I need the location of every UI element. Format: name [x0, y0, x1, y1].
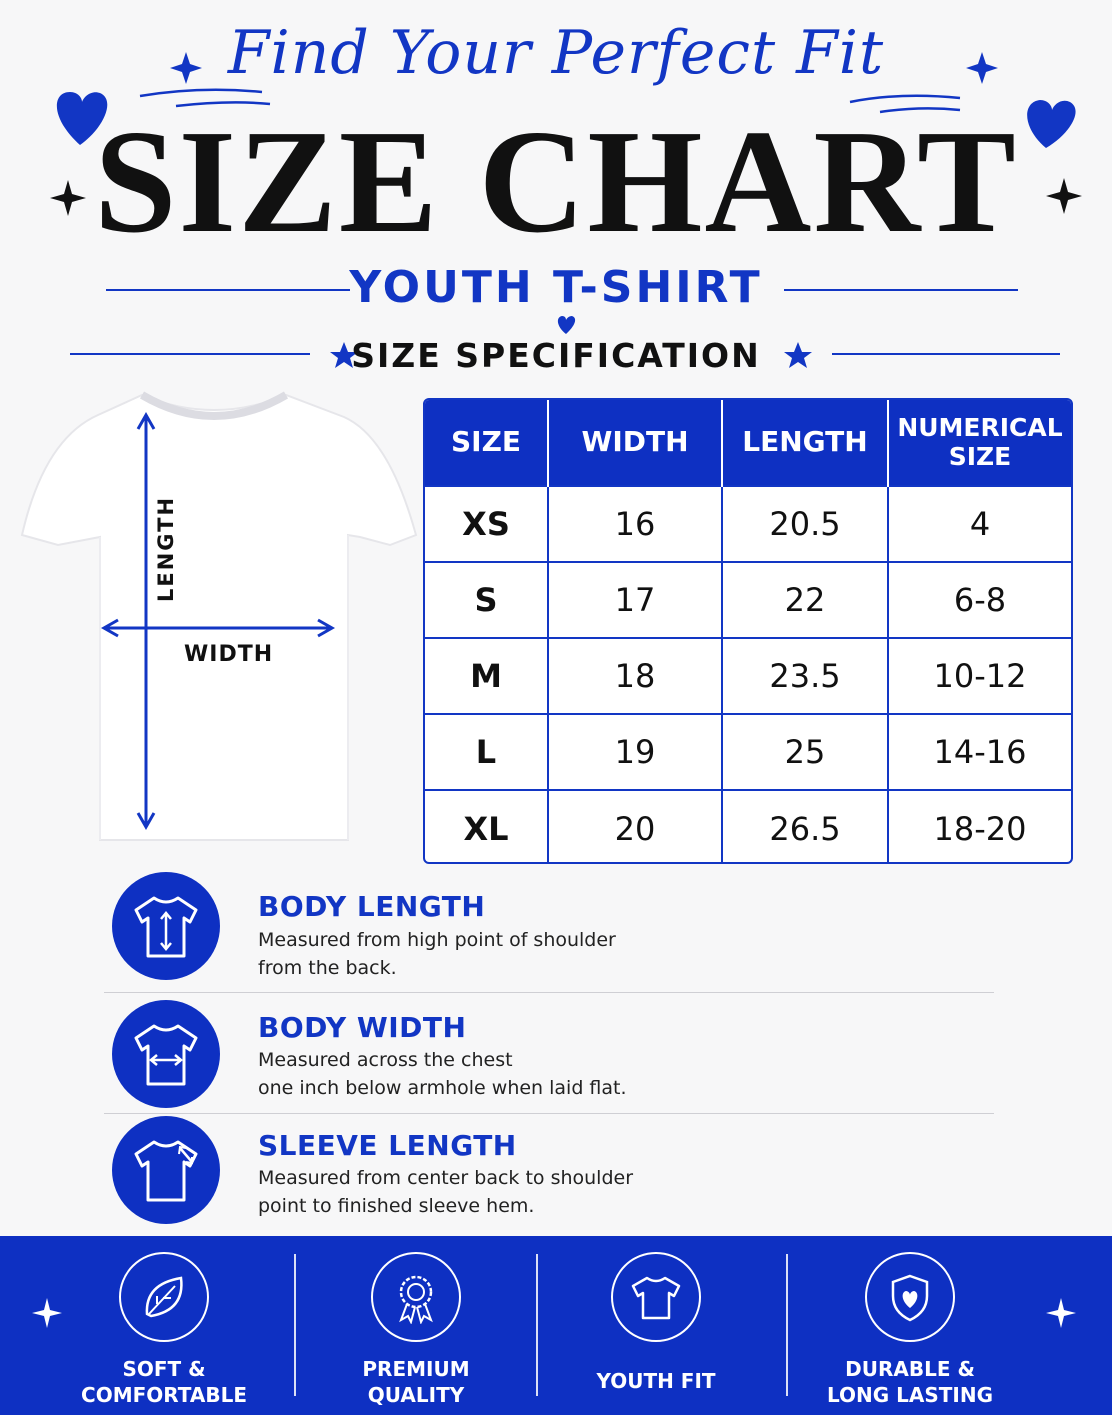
leaf-icon — [119, 1252, 209, 1342]
cell-size: L — [425, 714, 548, 790]
shirt-width-icon — [112, 1000, 220, 1108]
sparkle-icon — [32, 1298, 62, 1328]
cell-length: 22 — [722, 562, 888, 638]
feature-label-durable: DURABLE & LONG LASTING — [826, 1357, 993, 1407]
cell-size: S — [425, 562, 548, 638]
header-size: SIZE — [425, 400, 548, 486]
spec-title: SIZE SPECIFICATION — [351, 336, 761, 375]
tshirt-shape — [22, 395, 416, 840]
cell-length: 25 — [722, 714, 888, 790]
size-table — [423, 398, 1073, 864]
feature-soft — [64, 1236, 264, 1415]
note-text-body-length-1: Measured from high point of shoulder — [258, 929, 616, 951]
cell-width: 16 — [548, 486, 722, 562]
cell-numerical: 4 — [888, 486, 1071, 562]
shirt-sleeve-icon — [112, 1116, 220, 1224]
main-title: SIZE CHART — [94, 100, 1018, 264]
cell-length: 23.5 — [722, 638, 888, 714]
cell-size: XL — [425, 790, 548, 864]
table-row — [425, 714, 1071, 790]
cell-size: M — [425, 638, 548, 714]
note-divider — [104, 1113, 994, 1114]
note-title-body-length: BODY LENGTH — [258, 890, 486, 923]
feature-label-premium: PREMIUM QUALITY — [362, 1357, 470, 1407]
tshirt-icon — [611, 1252, 701, 1342]
subtitle: YOUTH T-SHIRT — [349, 262, 763, 313]
cell-length: 20.5 — [722, 486, 888, 562]
length-label: LENGTH — [154, 495, 178, 602]
note-text-body-width-1: Measured across the chest — [258, 1049, 513, 1071]
shirt-length-icon — [112, 872, 220, 980]
cell-numerical: 14-16 — [888, 714, 1071, 790]
feature-youth-fit — [556, 1236, 756, 1415]
feature-separator — [294, 1254, 296, 1396]
cell-width: 18 — [548, 638, 722, 714]
note-title-body-width: BODY WIDTH — [258, 1011, 467, 1044]
header-length: LENGTH — [722, 400, 888, 486]
heart-icon — [558, 316, 575, 334]
table-row — [425, 486, 1071, 562]
note-text-sleeve-length-1: Measured from center back to shoulder — [258, 1167, 634, 1189]
feature-label-soft: SOFT & COMFORTABLE — [81, 1357, 247, 1407]
note-divider — [104, 992, 994, 993]
cell-numerical: 6-8 — [888, 562, 1071, 638]
script-title: Find Your Perfect Fit — [227, 18, 885, 88]
cell-width: 19 — [548, 714, 722, 790]
note-text-body-length-2: from the back. — [258, 957, 397, 979]
table-row — [425, 790, 1071, 864]
cell-numerical: 10-12 — [888, 638, 1071, 714]
cell-size: XS — [425, 486, 548, 562]
note-text-body-width-2: one inch below armhole when laid flat. — [258, 1077, 627, 1099]
note-text-sleeve-length-2: point to finished sleeve hem. — [258, 1195, 535, 1217]
header-width: WIDTH — [548, 400, 722, 486]
feature-label-youth-fit: YOUTH FIT — [596, 1369, 716, 1393]
feature-footer — [0, 1236, 1112, 1415]
shield-heart-icon — [865, 1252, 955, 1342]
subtitle-rule-right — [784, 289, 1018, 291]
cell-width: 20 — [548, 790, 722, 864]
cell-numerical: 18-20 — [888, 790, 1071, 864]
feature-separator — [786, 1254, 788, 1396]
note-title-sleeve-length: SLEEVE LENGTH — [258, 1129, 517, 1162]
feature-durable — [810, 1236, 1010, 1415]
rosette-icon — [371, 1252, 461, 1342]
cell-width: 17 — [548, 562, 722, 638]
table-row — [425, 562, 1071, 638]
table-row — [425, 638, 1071, 714]
header-numerical-size: NUMERICAL SIZE — [888, 400, 1071, 486]
width-label: WIDTH — [184, 642, 274, 667]
spec-rule-right — [832, 353, 1060, 355]
tshirt-diagram — [14, 385, 424, 855]
feature-separator — [536, 1254, 538, 1396]
sparkle-icon — [1046, 1298, 1076, 1328]
feature-premium — [316, 1236, 516, 1415]
cell-length: 26.5 — [722, 790, 888, 864]
